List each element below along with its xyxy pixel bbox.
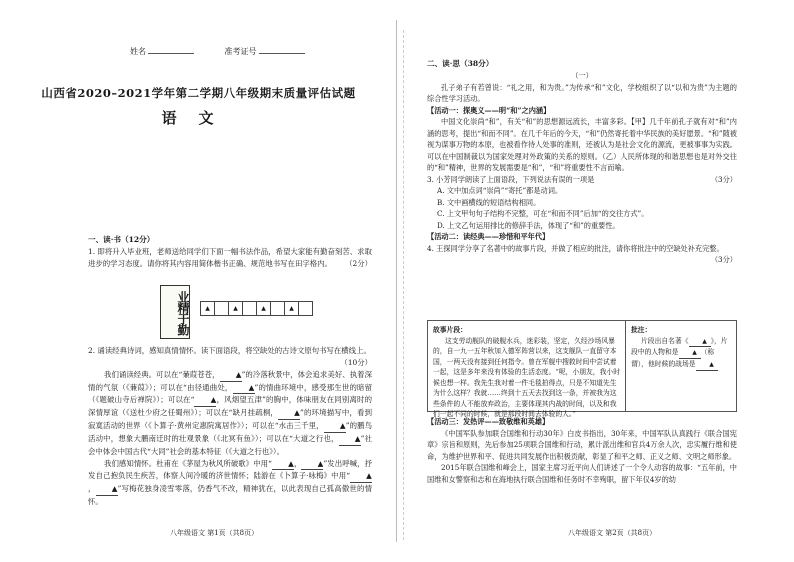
subject-title: 语文: [161, 109, 236, 127]
passage-2: 《中国军队参加联合国维和行动30年》白皮书指出，30年来，中国军队认真践行《联合国宪章》宗旨和原则，先后参加25项联合国维和行动，累计派出维和官兵4万余人次，忠实履行维和使命，为维护世界和平、促进共同发展作出积极贡献，彰显了和平之师、正义之师、文明之师形象。: [427, 428, 737, 461]
ticket-field[interactable]: [259, 53, 305, 54]
grid-cell[interactable]: [270, 301, 285, 316]
passage-3: 2015年联合国维和峰会上，国家主席习近平向人们讲述了一个令人动容的故事：“五年前，中国维和女警察和志和在海地执行联合国维和任务时不幸殉职，留下年仅4岁的幼: [427, 463, 737, 484]
q2-score: （10分）: [340, 357, 372, 367]
story-excerpt: 故事片段： 这支劳动舰队的破舰水兵，迷彩装，坚定，久经沙场风暴的，自一九一五年秋加入德军阵营以来，这支舰队一直留守本国，一两天没有接到任何指令。曾在军舰中搜救时间中尝试着一起，这是多年来没有体验的生活态度。“呢，小朋友，我小时候也想一样。我先生我对着一件毛毯拍得点，只是不知道先生为什么这样？我就……终到十五天去找到这一条，并被我为这些条件的人不能放弃政治，主要体现其内战的时间，以及和我们一起不同的时候，就是那段时间去体验的人。”: [428, 321, 626, 411]
grid-cell[interactable]: [242, 301, 257, 316]
part-label: （一）: [571, 71, 593, 81]
activity-3: [427, 416, 737, 485]
option-a[interactable]: A. 文中加点词“崇尚”“寄托”都是动词。: [437, 186, 563, 196]
passage-1: 中国文化崇尚“和”，有关“和”的思想源远流长，丰富多彩。【甲】几千年前孔子就有对“和”内涵的思考，提出“和而不同”。在几千年后的今天，“和”仍然寄托着中华民族的美好愿景。“和”随被视为谋事万物的本原，也被看作待人处事的准则，还被认为是社会文化的源流，更被事事为实践。可以在中国制裁以为国家处理对外政策的关系的原则。（乙）人民所体现的和谐思想也是对外交往的“和”精神，世界的发展需要是“和”，“和”将重要性不言而喻。: [427, 117, 737, 173]
annotation-blank[interactable]: ▲: [679, 348, 701, 359]
option-d[interactable]: D. 上文乙句运用排比的修辞手法，体现了“和”的重要性。: [437, 220, 620, 230]
exam-title: 山西省2020–2021学年第二学期八年级期末质量评估试题: [41, 86, 356, 100]
section-1: [88, 234, 372, 270]
option-c[interactable]: C. 上文甲句句子结构不完整，可在“和而不同”后加“的交往方式”。: [437, 209, 649, 219]
section-2: [427, 58, 737, 266]
intro-paragraph: 孔子弟子有若曾说：“礼之用，和为贵。”为传承“和”文化，学校组织了以“以和为贵”为主题的综合性学习活动。: [427, 82, 737, 104]
grid-cell[interactable]: ▲: [200, 301, 215, 316]
activity-1-heading: 【活动一：探奥义——明“和”之内涵】: [427, 105, 551, 115]
option-b[interactable]: B. 文中画横线的短语结构相同。: [437, 197, 541, 207]
name-field[interactable]: [148, 53, 194, 54]
candidate-info: [130, 46, 333, 58]
page-footer-right: 八年级语文 第2页（共8页）: [568, 529, 657, 537]
section2-heading: 二、读·思（38分）: [427, 59, 494, 68]
annotation: 批注： 片段出自名著《 ▲ 》，片段中的人物和是 ▲ （称谓），他时候的战场是 ▲: [626, 321, 736, 411]
question-4: 4. 王探同学分享了名著中的故事片段，并做了相应的批注，请你将批注中的空缺处补充完整。 （3分）: [427, 243, 737, 265]
ticket-label: 准考证号: [224, 47, 257, 56]
section1-heading: 一、读·书（12分）: [88, 235, 155, 244]
name-label: 姓名: [130, 47, 146, 56]
grid-cell[interactable]: [298, 301, 313, 316]
grid-cell[interactable]: ▲: [256, 301, 271, 316]
page-footer-left: 八年级语文 第1页（共8页）: [170, 529, 259, 537]
annotation-blank[interactable]: ▲: [696, 360, 718, 371]
activity-2-heading: 【活动二：读经典——珍惜和平年代】: [427, 232, 550, 242]
grid-cell[interactable]: ▲: [284, 301, 299, 316]
writing-grid[interactable]: [200, 301, 312, 316]
grid-cell[interactable]: ▲: [228, 301, 243, 316]
story-table: [427, 320, 737, 419]
calligraphy-image: 业精于勤: [160, 285, 190, 339]
question-2: 2. 诵读经典诗词，感知真情情怀。读下面语段，将空缺处的古诗文原句书写在横线上。 （10分） 我们诵读经典。可以在“蒹葭苍苍， ▲”的冷落秋景中，体会追求美好、执着深情的气氛（《蒹葭》）；可以在“由径通曲处， ▲”的情曲环境中，感受那生世的暗留（《题破山寺后禅院》）；可以在“ ▲，风烟望五津”的胸中，体味朋友在同别离时的深情厚谊（《送杜少府之任蜀州》）；可以在“缺月挂疏桐， ▲”的环境描写中，看到寂寞活动的世界（《卜算子·黄州定惠院寓居作》）；可以在“水击三千里， ▲”的鹏鸟活动中，想象大鹏南迁时的壮观景象（《北冥有鱼》）；可以在“大道之行也， ▲”社会中体会中国古代“大同”社会的基本特征（《大道之行也》）。 我们感知情怀。杜甫在《茅屋为秋风所破歌》中用“ ▲， ▲”发出呼喊，抒发自己抱负民生疾苦，体察人间冷暖的济世情怀；陆游在《卜算子·咏梅》中用“ ▲， ▲”写梅花独身凌雪零落，仍香气不改，精神犹在，以此表现自己孤高傲世的情怀。: [88, 346, 373, 507]
question-3: 3. 小芳同学朗读了上面语段，下列说法有误的一项是 （3分）: [427, 174, 737, 184]
q1-score: （2分）: [345, 258, 372, 268]
annotation-blank[interactable]: ▲: [689, 337, 711, 348]
grid-cell[interactable]: [214, 301, 229, 316]
question-1: 1. 即将升入毕业班，老师送给同学们下面一幅书法作品，希望大家能有勤奋刻苦、求取进步的学习态度。请你将其内容用简体楷书正确、规范地书写在田字格内。 （2分）: [88, 247, 372, 268]
activity-3-heading: 【活动三：发热评——致敬维和英雄】: [427, 417, 550, 426]
